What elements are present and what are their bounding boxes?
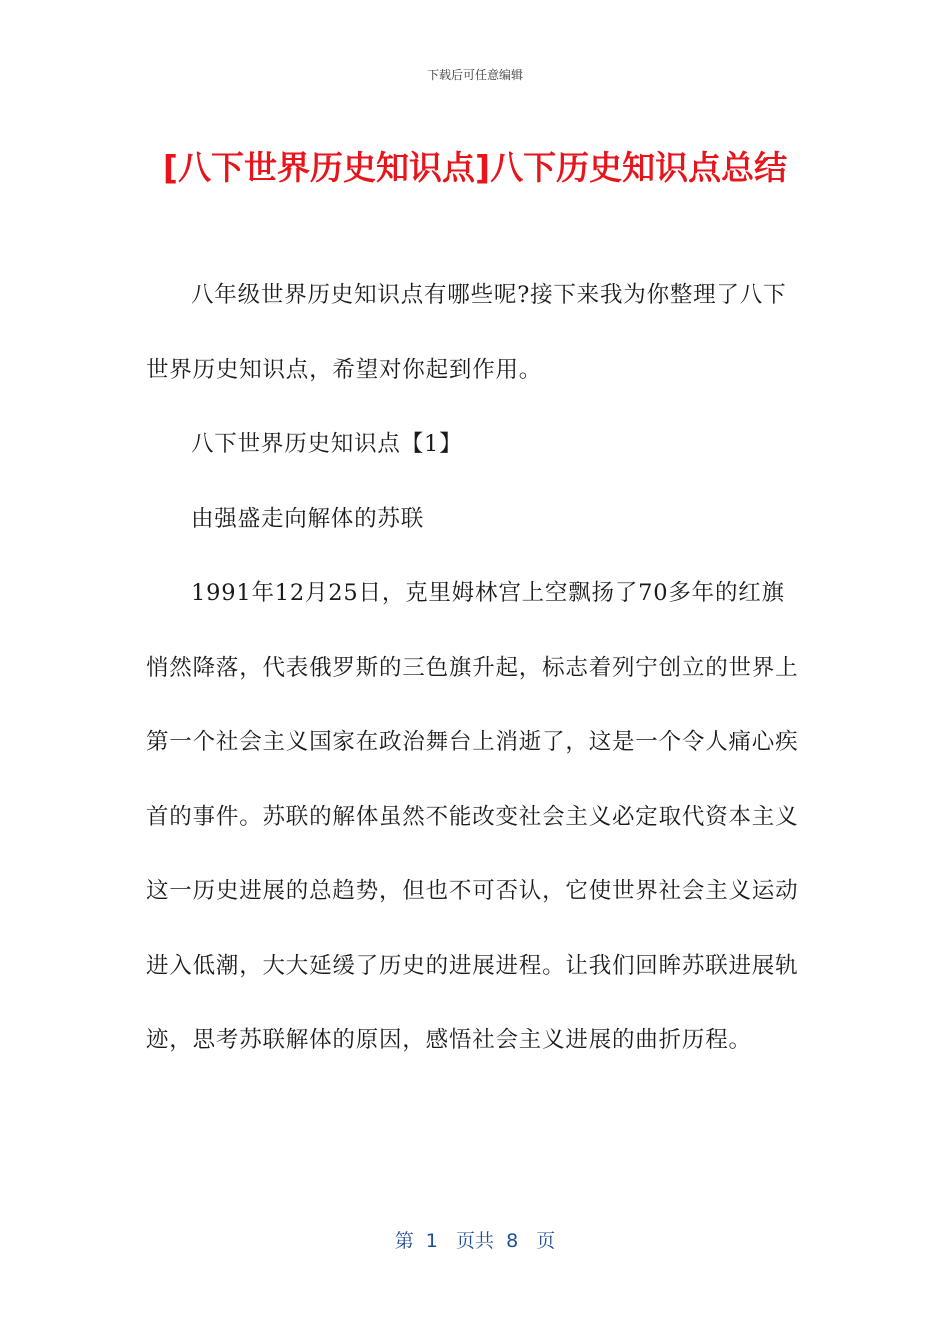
section-heading: 八下世界历史知识点【1】 <box>191 431 463 457</box>
subsection-heading: 由强盛走向解体的苏联 <box>191 505 425 532</box>
page-number: 第 1 页共 8 页 <box>394 1230 556 1252</box>
content-paragraph: 1991年12月25日，克里姆林宫上空飘扬了70多年的红旗悄然降落，代表俄罗斯的三色旗升起，标志着列宁创立的世界上第一个社会主义国家在政治舞台上消逝了，这是一个令人痛心疾首的事件。苏联的解体虽然不能改变社会主义必定取代资本主义这一历史进展的总趋势，但也不可否认，它使世界社会主义运动进入低潮，大大延缓了历史的进展进程。让我们回眸苏联进展轨迹，思考苏联解体的原因，感悟社会主义进展的曲折历程。 <box>146 580 799 1053</box>
document-title: [八下世界历史知识点]八下历史知识点总结 <box>162 148 788 187</box>
document-body <box>146 258 806 1078</box>
header-note: 下载后可任意编辑 <box>426 68 523 82</box>
intro-paragraph: 八年级世界历史知识点有哪些呢?接下来我为你整理了八下世界历史知识点，希望对你起到作用。 <box>146 282 787 383</box>
